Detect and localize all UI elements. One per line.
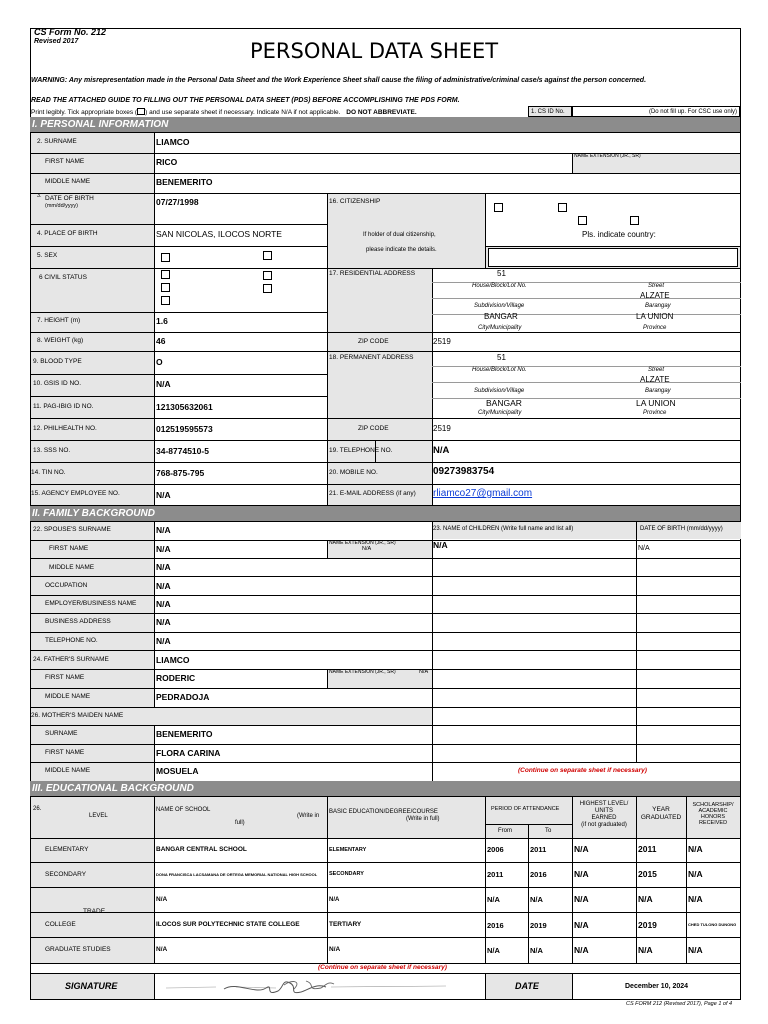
employer-label: EMPLOYER/BUSINESS NAME	[45, 600, 137, 607]
edu-row-to[interactable]: 2011	[530, 845, 547, 854]
edu-row-school[interactable]: DONA FRANCISCA LACSAMANA DE ORTEGA MEMORIAL NATIONAL HIGH SCHOOL	[156, 872, 318, 877]
perm-barangay-value[interactable]: ALZATE	[640, 375, 670, 384]
section-family-background: II. FAMILY BACKGROUND	[30, 506, 740, 521]
telephone-value[interactable]: N/A	[433, 445, 450, 456]
print-legibly-text	[31, 107, 417, 117]
tin-value[interactable]: 768-875-795	[156, 468, 205, 478]
agency-employee-label: 15. AGENCY EMPLOYEE NO.	[31, 490, 120, 497]
perm-province-value[interactable]: LA UNION	[636, 398, 676, 408]
res-barangay-label: Barangay	[645, 303, 671, 309]
dob-format: (mm/dd/yyyy)	[45, 203, 78, 209]
signature-label: SIGNATURE	[65, 981, 118, 991]
perm-barangay-label: Barangay	[645, 388, 671, 394]
perm-zip-label: ZIP CODE	[358, 425, 389, 432]
edu-course-header: BASIC EDUCATION/DEGREE/COURSE	[329, 809, 438, 815]
father-surname-value[interactable]: LIAMCO	[156, 655, 190, 665]
father-surname-label: 24. FATHER'S SURNAME	[33, 656, 109, 663]
email-label: 21. E-MAIL ADDRESS (if any)	[329, 490, 416, 497]
spouse-telephone-label: TELEPHONE NO.	[45, 637, 98, 644]
edu-row-course[interactable]: ELEMENTARY	[329, 847, 367, 853]
agency-employee-value[interactable]: N/A	[156, 490, 171, 500]
edu-row-school[interactable]: BANGAR CENTRAL SCHOOL	[156, 846, 247, 853]
res-city-label: City/Municipality	[478, 325, 522, 331]
edu-row-units[interactable]: N/A	[574, 844, 589, 854]
spouse-surname-label: 22. SPOUSE'S SURNAME	[33, 526, 111, 533]
edu-row-level: ELEMENTARY	[45, 846, 89, 853]
edu-continue-note: (Continue on separate sheet if necessary)	[318, 964, 447, 971]
first-name-label: FIRST NAME	[45, 158, 85, 165]
dob-label: DATE OF BIRTH	[45, 195, 94, 202]
surname-value[interactable]: LIAMCO	[156, 137, 190, 147]
family-continue-note: (Continue on separate sheet if necessary)	[518, 767, 647, 774]
spouse-middle-name-label: MIDDLE NAME	[49, 564, 95, 571]
edu-row-school[interactable]: ILOCOS SUR POLYTECHNIC STATE COLLEGE	[156, 921, 300, 928]
edu-row-course[interactable]: SECONDARY	[329, 871, 364, 877]
edu-row-year[interactable]: 2015	[638, 869, 657, 879]
gsis-label: 10. GSIS ID NO.	[33, 380, 82, 387]
edu-row-to[interactable]: 2016	[530, 870, 547, 879]
edu-row-year[interactable]: N/A	[638, 894, 653, 904]
edu-row-honors[interactable]: N/A	[688, 945, 703, 955]
res-province-value[interactable]: LA UNION	[636, 312, 674, 321]
civil-status-label: 6 CIVIL STATUS	[39, 274, 87, 281]
civil-single-checkbox[interactable]	[161, 270, 170, 279]
family-label-column	[31, 521, 154, 782]
dob-value[interactable]: 07/27/1998	[156, 197, 199, 207]
mother-first-name-value[interactable]: FLORA CARINA	[156, 748, 221, 758]
spouse-first-name-label: FIRST NAME	[49, 545, 89, 552]
height-label: 7. HEIGHT (m)	[37, 317, 81, 324]
first-name-value[interactable]: RICO	[156, 157, 178, 167]
signature-field[interactable]	[156, 975, 484, 999]
citizenship-filipino-checkbox[interactable]	[494, 203, 503, 212]
edu-row-level-sub: TRADE	[83, 908, 106, 915]
edu-row-to[interactable]: 2019	[530, 921, 547, 930]
spouse-first-name-value[interactable]: N/A	[156, 544, 171, 554]
page-title: PERSONAL DATA SHEET	[250, 39, 499, 63]
page-footer-note: CS FORM 212 (Revised 2017), Page 1 of 4	[626, 1001, 733, 1007]
edu-school-write-a: (Write in	[297, 813, 320, 819]
weight-label: 8. WEIGHT (kg)	[37, 337, 84, 344]
name-extension-label: NAME EXTENSION (JR., SR)	[574, 153, 641, 159]
gsis-value[interactable]: N/A	[156, 379, 171, 389]
res-zip-value[interactable]: 2519	[433, 337, 451, 346]
signature-scribble	[156, 975, 484, 999]
date-label: DATE	[515, 981, 539, 991]
edu-row-course[interactable]: N/A	[329, 897, 340, 903]
dual-country-field[interactable]	[488, 248, 738, 267]
edu-school-write-b: full)	[235, 820, 245, 826]
section-educational-background: III. EDUCATIONAL BACKGROUND	[30, 781, 740, 796]
edu-row-year[interactable]: N/A	[638, 945, 653, 955]
edu-row-from[interactable]: 2011	[487, 870, 504, 879]
res-province-label: Province	[643, 325, 667, 331]
mother-middle-name-value[interactable]: MOSUELA	[156, 766, 199, 776]
revised-note: Revised 2017	[34, 38, 79, 45]
res-zip-label: ZIP CODE	[358, 338, 389, 345]
date-value[interactable]: December 10, 2024	[625, 983, 689, 990]
read-guide-text: READ THE ATTACHED GUIDE TO FILLING OUT THE PERSONAL DATA SHEET (PDS) BEFORE ACCOMPLISHING THE PDS FORM.	[31, 97, 460, 104]
citizenship-dual-checkbox[interactable]	[558, 203, 567, 212]
perm-subdivision-label: Subdivision/Village	[474, 388, 525, 394]
perm-zip-value[interactable]: 2519	[433, 424, 451, 433]
mother-surname-value[interactable]: BENEMERITO	[156, 729, 213, 739]
child-dob-value[interactable]: N/A	[638, 545, 650, 552]
occupation-label: OCCUPATION	[45, 582, 88, 589]
edu-row-school[interactable]: N/A	[156, 896, 168, 903]
edu-row-honors[interactable]: N/A	[688, 869, 703, 879]
spouse-surname-value[interactable]: N/A	[156, 525, 171, 535]
edu-row-level: COLLEGE	[45, 921, 76, 928]
sss-value[interactable]: 34-8774510-5	[156, 446, 209, 456]
dual-note-2: please indicate the details.	[366, 247, 437, 253]
edu-row-units[interactable]: N/A	[574, 894, 589, 904]
perm-city-label: City/Municipality	[478, 410, 522, 416]
perm-province-label: Province	[643, 410, 667, 416]
permanent-address-label: 18. PERMANENT ADDRESS	[329, 354, 414, 361]
edu-row-honors[interactable]: N/A	[688, 844, 703, 854]
pob-label: 4. PLACE OF BIRTH	[37, 230, 98, 237]
section-personal-information: I. PERSONAL INFORMATION	[30, 117, 740, 132]
res-barangay-value[interactable]: ALZATE	[640, 291, 670, 300]
philhealth-value[interactable]: 012519595573	[156, 424, 213, 434]
child-dob-label: DATE OF BIRTH (mm/dd/yyyy)	[640, 526, 723, 532]
edu-row-from[interactable]: N/A	[487, 946, 500, 955]
dob-num: 3.	[37, 193, 42, 199]
civil-widowed-checkbox[interactable]	[161, 283, 170, 292]
dual-by-naturalization-checkbox[interactable]	[630, 216, 639, 225]
civil-others-checkbox[interactable]	[161, 296, 170, 305]
cs-id-field[interactable]: (Do not fill up. For CSC use only)	[572, 106, 740, 117]
philhealth-label: 12. PHILHEALTH NO.	[33, 425, 97, 432]
father-first-name-label: FIRST NAME	[45, 674, 85, 681]
father-name-ext-value[interactable]: N/A	[419, 669, 429, 675]
pagibig-label: 11. PAG-IBIG ID NO.	[33, 403, 94, 410]
edu-row-from[interactable]: 2006	[487, 845, 504, 854]
father-name-ext-label: NAME EXTENSION (JR., SR)	[329, 669, 396, 675]
surname-label: 2. SURNAME	[37, 138, 77, 145]
edu-to-header: To	[545, 828, 552, 834]
edu-row-from[interactable]: N/A	[487, 895, 500, 904]
edu-period-header: PERIOD OF ATTENDANCE	[491, 806, 560, 812]
edu-from-header: From	[498, 828, 512, 834]
father-first-name-value[interactable]: RODERIC	[156, 673, 196, 683]
email-value[interactable]: rliamco27@gmail.com	[433, 488, 533, 499]
middle-name-label: MIDDLE NAME	[45, 178, 91, 185]
edu-row-course[interactable]: N/A	[329, 946, 341, 953]
res-house-value[interactable]: 51	[497, 269, 506, 278]
edu-school-header: NAME OF SCHOOL	[156, 807, 211, 813]
tin-label: 14. TIN NO.	[31, 469, 66, 476]
res-subdivision-label: Subdivision/Village	[474, 303, 525, 309]
mother-maiden-label: 26. MOTHER'S MAIDEN NAME	[31, 712, 124, 719]
business-address-label: BUSINESS ADDRESS	[45, 618, 111, 625]
edu-year-header: YEAR GRADUATED	[640, 806, 682, 821]
sss-label: 13. SSS NO.	[33, 447, 71, 454]
res-street-label: Street	[648, 283, 665, 289]
edu-row-units[interactable]: N/A	[574, 869, 589, 879]
edu-level-header: LEVEL	[89, 813, 108, 819]
citizenship-label: 16. CITIZENSHIP	[329, 198, 381, 205]
edu-row-units[interactable]: N/A	[574, 945, 589, 955]
edu-units-header: HIGHEST LEVEL/ UNITS EARNED (if not graduated)	[579, 801, 629, 828]
pob-value[interactable]: SAN NICOLAS, ILOCOS NORTE	[156, 229, 282, 239]
child-name-value[interactable]: N/A	[433, 540, 448, 550]
form-number: CS Form No. 212	[34, 27, 107, 37]
edu-row-units[interactable]: N/A	[574, 920, 589, 930]
edu-row-honors[interactable]: N/A	[688, 894, 703, 904]
edu-row-year[interactable]: 2019	[638, 920, 657, 930]
edu-row-from[interactable]: 2016	[487, 921, 504, 930]
height-value[interactable]: 1.6	[156, 316, 168, 326]
edu-row-to[interactable]: N/A	[530, 946, 543, 955]
print-legibly-a: Print legibly. Tick appropriate boxes (	[31, 109, 138, 116]
tick-box-sample	[137, 108, 145, 115]
employer-value[interactable]: N/A	[156, 599, 171, 609]
sex-label: 5. SEX	[37, 252, 58, 259]
weight-value[interactable]: 46	[156, 336, 166, 346]
spouse-name-ext-value[interactable]: N/A	[362, 546, 372, 552]
edu-row-level: GRADUATE STUDIES	[45, 946, 111, 953]
edu-row-school[interactable]: N/A	[156, 946, 168, 953]
edu-row-year[interactable]: 2011	[638, 844, 657, 854]
mother-first-name-label: FIRST NAME	[45, 749, 85, 756]
edu-course-write: (Write in full)	[406, 816, 440, 822]
print-legibly-b: ) and use separate sheet if necessary. Indicate N/A if not applicable.	[145, 109, 341, 116]
res-city-value[interactable]: BANGAR	[484, 312, 518, 321]
civil-married-checkbox[interactable]	[263, 271, 272, 280]
dual-note-1: If holder of dual citizenship,	[363, 232, 436, 238]
warning-text: WARNING: Any misrepresentation made in the Personal Data Sheet and the Work Experience Sheet shall cause the filing of administrative/criminal case/s against the person concerned.	[31, 77, 647, 84]
mobile-label: 20. MOBILE NO.	[329, 469, 378, 476]
father-middle-name-value[interactable]: PEDRADOJA	[156, 692, 210, 702]
edu-honors-header: SCHOLARSHIP/ ACADEMIC HONORS RECEIVED	[692, 802, 734, 826]
spouse-telephone-value[interactable]: N/A	[156, 636, 171, 646]
residential-address-label: 17. RESIDENTIAL ADDRESS	[329, 270, 416, 277]
civil-separated-checkbox[interactable]	[263, 284, 272, 293]
telephone-label: 19. TELEPHONE NO.	[329, 447, 393, 454]
occupation-value[interactable]: N/A	[156, 581, 171, 591]
sex-male-checkbox[interactable]	[161, 253, 170, 262]
mobile-value[interactable]: 09273983754	[433, 466, 495, 477]
blood-type-value[interactable]: O	[156, 357, 163, 367]
sex-female-checkbox[interactable]	[263, 251, 272, 260]
do-not-abbreviate: DO NOT ABBREVIATE.	[346, 109, 417, 116]
children-label: 23. NAME of CHILDREN (Write full name and list all)	[433, 526, 574, 532]
edu-row-to[interactable]: N/A	[530, 895, 543, 904]
pls-indicate-country: Pls. indicate country:	[582, 230, 656, 239]
spouse-name-ext-label: NAME EXTENSION (JR., SR)	[329, 540, 396, 546]
middle-name-value[interactable]: BENEMERITO	[156, 177, 213, 187]
spouse-middle-name-value[interactable]: N/A	[156, 562, 171, 572]
edu-row-course[interactable]: TERTIARY	[329, 921, 362, 928]
blood-type-label: 9. BLOOD TYPE	[33, 358, 82, 365]
edu-row-level: SECONDARY	[45, 871, 87, 878]
mother-middle-name-label: MIDDLE NAME	[45, 767, 91, 774]
pagibig-value[interactable]: 121305632061	[156, 402, 213, 412]
edu-num: 26.	[33, 806, 42, 812]
business-address-value[interactable]: N/A	[156, 617, 171, 627]
perm-street-label: Street	[648, 367, 665, 373]
father-middle-name-label: MIDDLE NAME	[45, 693, 91, 700]
res-house-label: House/Block/Lot No.	[472, 283, 527, 289]
dual-by-birth-checkbox[interactable]	[578, 216, 587, 225]
cs-id-label: 1. CS ID No.	[528, 106, 572, 117]
edu-row-honors[interactable]: CHED TULONG DUNONG	[688, 922, 737, 927]
perm-house-value[interactable]: 51	[497, 353, 506, 362]
perm-house-label: House/Block/Lot No.	[472, 367, 527, 373]
mother-surname-label: SURNAME	[45, 730, 78, 737]
perm-city-value[interactable]: BANGAR	[486, 398, 522, 408]
